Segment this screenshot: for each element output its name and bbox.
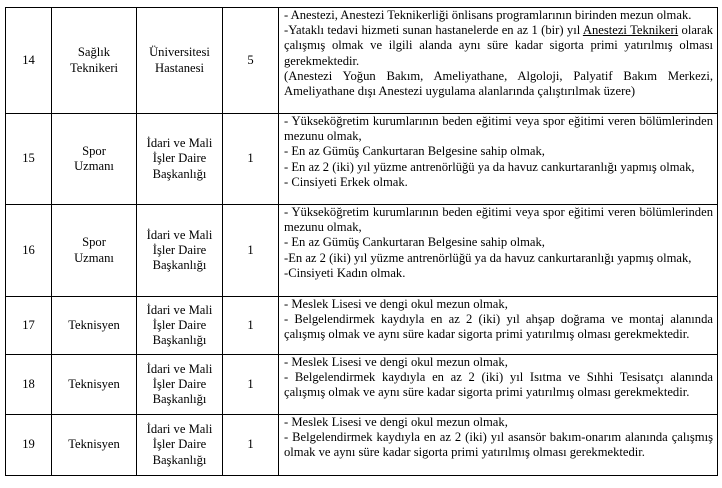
unit-name [137, 355, 223, 415]
position-title-line: Sağlık [77, 45, 111, 60]
table-row [6, 355, 718, 415]
table-row [6, 415, 718, 476]
position-title-line: Teknikeri [69, 60, 119, 75]
requirement-line: - Cinsiyeti Erkek olmak. [284, 174, 408, 189]
unit-name-line: Başkanlığı [152, 333, 207, 348]
position-count: 1 [223, 355, 279, 415]
unit-name-line: İşler Daire [152, 242, 207, 257]
requirements-cell [279, 355, 718, 415]
table-row [6, 114, 718, 205]
position-title [52, 297, 137, 355]
row-number: 19 [6, 415, 52, 476]
requirement-line: - Belgelendirmek kaydıyla en az 2 (iki) yıl Isıtma ve Sıhhi Tesisatçı alanında çalışmış olmak ve aynı süre kadar sigorta primi yatırılmış olması gerekmektedir. [284, 370, 713, 400]
position-count: 1 [223, 205, 279, 297]
position-title-line: Teknisyen [68, 437, 120, 452]
unit-name-line: Üniversitesi [149, 45, 210, 60]
requirement-line: (Anestezi Yoğun Bakım, Ameliyathane, Algoloji, Palyatif Bakım Merkezi, Ameliyathane dışı Anestezi uygulama alanlarında çalıştırılmak üzere) [284, 68, 713, 99]
requirement-line: - Yükseköğretim kurumlarının beden eğitimi veya spor eğitimi veren bölümlerinden mezunu olmak, [284, 205, 713, 235]
unit-name-line: Başkanlığı [152, 392, 207, 407]
underlined-term: Anestezi Teknikeri [582, 23, 679, 38]
unit-name-line: Hastanesi [155, 60, 204, 75]
position-title [52, 415, 137, 476]
unit-name-line: İdari ve Mali [146, 136, 213, 151]
requirements-cell [279, 415, 718, 476]
position-count: 1 [223, 114, 279, 205]
requirement-line: - Anestezi, Anestezi Teknikerliği önlisans programlarının birinden mezun olmak. [284, 8, 692, 22]
unit-name [137, 415, 223, 476]
unit-name [137, 297, 223, 355]
unit-name-line: Başkanlığı [152, 166, 207, 181]
requirement-text: -Yataklı tedavi hizmeti sunan hastanelerde en az 1 (bir) yıl [284, 23, 583, 38]
positions-table [5, 7, 718, 476]
row-number: 14 [6, 8, 52, 114]
position-title-line: Uzmanı [74, 159, 114, 173]
unit-name [137, 114, 223, 205]
requirement-line: - Meslek Lisesi ve dengi okul mezun olmak, [284, 355, 508, 369]
unit-name [137, 205, 223, 297]
position-title-line: Teknisyen [68, 376, 120, 391]
position-title [52, 205, 137, 297]
requirement-text: olarak çalışmış olmak ve ilgili alanda aynı süre kadar sigorta primi yatırılmış olması gerekmektedir. [284, 23, 713, 68]
position-count: 1 [223, 297, 279, 355]
row-number: 15 [6, 114, 52, 205]
requirements-cell [279, 8, 718, 114]
requirement-line: - En az Gümüş Cankurtaran Belgesine sahip olmak, [284, 235, 545, 250]
requirements-cell [279, 114, 718, 205]
requirement-line: - En az Gümüş Cankurtaran Belgesine sahip olmak, [284, 144, 545, 159]
position-title-line: Teknisyen [68, 317, 120, 332]
requirement-line: -Cinsiyeti Kadın olmak. [284, 265, 406, 280]
position-title [52, 8, 137, 114]
unit-name [137, 8, 223, 114]
table-row [6, 8, 718, 114]
unit-name-line: Başkanlığı [152, 258, 207, 273]
requirement-line [284, 23, 713, 69]
requirements-cell [279, 205, 718, 297]
requirement-line: -En az 2 (iki) yıl yüzme antrenörlüğü ya da havuz cankurtaranlığı yapmış olmak, [284, 250, 692, 265]
requirements-cell [279, 297, 718, 355]
unit-name-line: İşler Daire [152, 317, 207, 332]
unit-name-line: İdari ve Mali [146, 422, 213, 437]
unit-name-line: İdari ve Mali [146, 361, 213, 376]
row-number: 16 [6, 205, 52, 297]
unit-name-line: İşler Daire [152, 151, 207, 166]
position-title [52, 355, 137, 415]
requirement-line: - Belgelendirmek kaydıyla en az 2 (iki) yıl asansör bakım-onarım alanında çalışmış olmak ve aynı süre kadar sigorta primi yatırılmış olması gerekmektedir. [284, 430, 713, 460]
position-title-line: Spor [82, 235, 106, 250]
table-row [6, 205, 718, 297]
position-title-line: Uzmanı [74, 250, 114, 265]
unit-name-line: Başkanlığı [152, 452, 207, 467]
requirement-line: - Meslek Lisesi ve dengi okul mezun olmak, [284, 297, 508, 311]
row-number: 18 [6, 355, 52, 415]
row-number: 17 [6, 297, 52, 355]
requirement-line: - Yükseköğretim kurumlarının beden eğitimi veya spor eğitimi veren bölümlerinden mezunu olmak, [284, 114, 713, 144]
position-title-line: Spor [82, 143, 106, 158]
position-count: 5 [223, 8, 279, 114]
requirement-line: - Meslek Lisesi ve dengi okul mezun olmak, [284, 415, 508, 429]
unit-name-line: İşler Daire [152, 376, 207, 391]
unit-name-line: İşler Daire [152, 437, 207, 452]
requirement-line: - Belgelendirmek kaydıyla en az 2 (iki) yıl ahşap doğrama ve montaj alanında çalışmış olmak ve aynı süre kadar sigorta primi yatırılmış olması gerekmektedir. [284, 312, 713, 342]
unit-name-line: İdari ve Mali [146, 227, 213, 242]
position-title [52, 114, 137, 205]
table-row [6, 297, 718, 355]
unit-name-line: İdari ve Mali [146, 302, 213, 317]
requirement-line: - En az 2 (iki) yıl yüzme antrenörlüğü ya da havuz cankurtaranlığı yapmış olmak, [284, 159, 695, 174]
position-count: 1 [223, 415, 279, 476]
